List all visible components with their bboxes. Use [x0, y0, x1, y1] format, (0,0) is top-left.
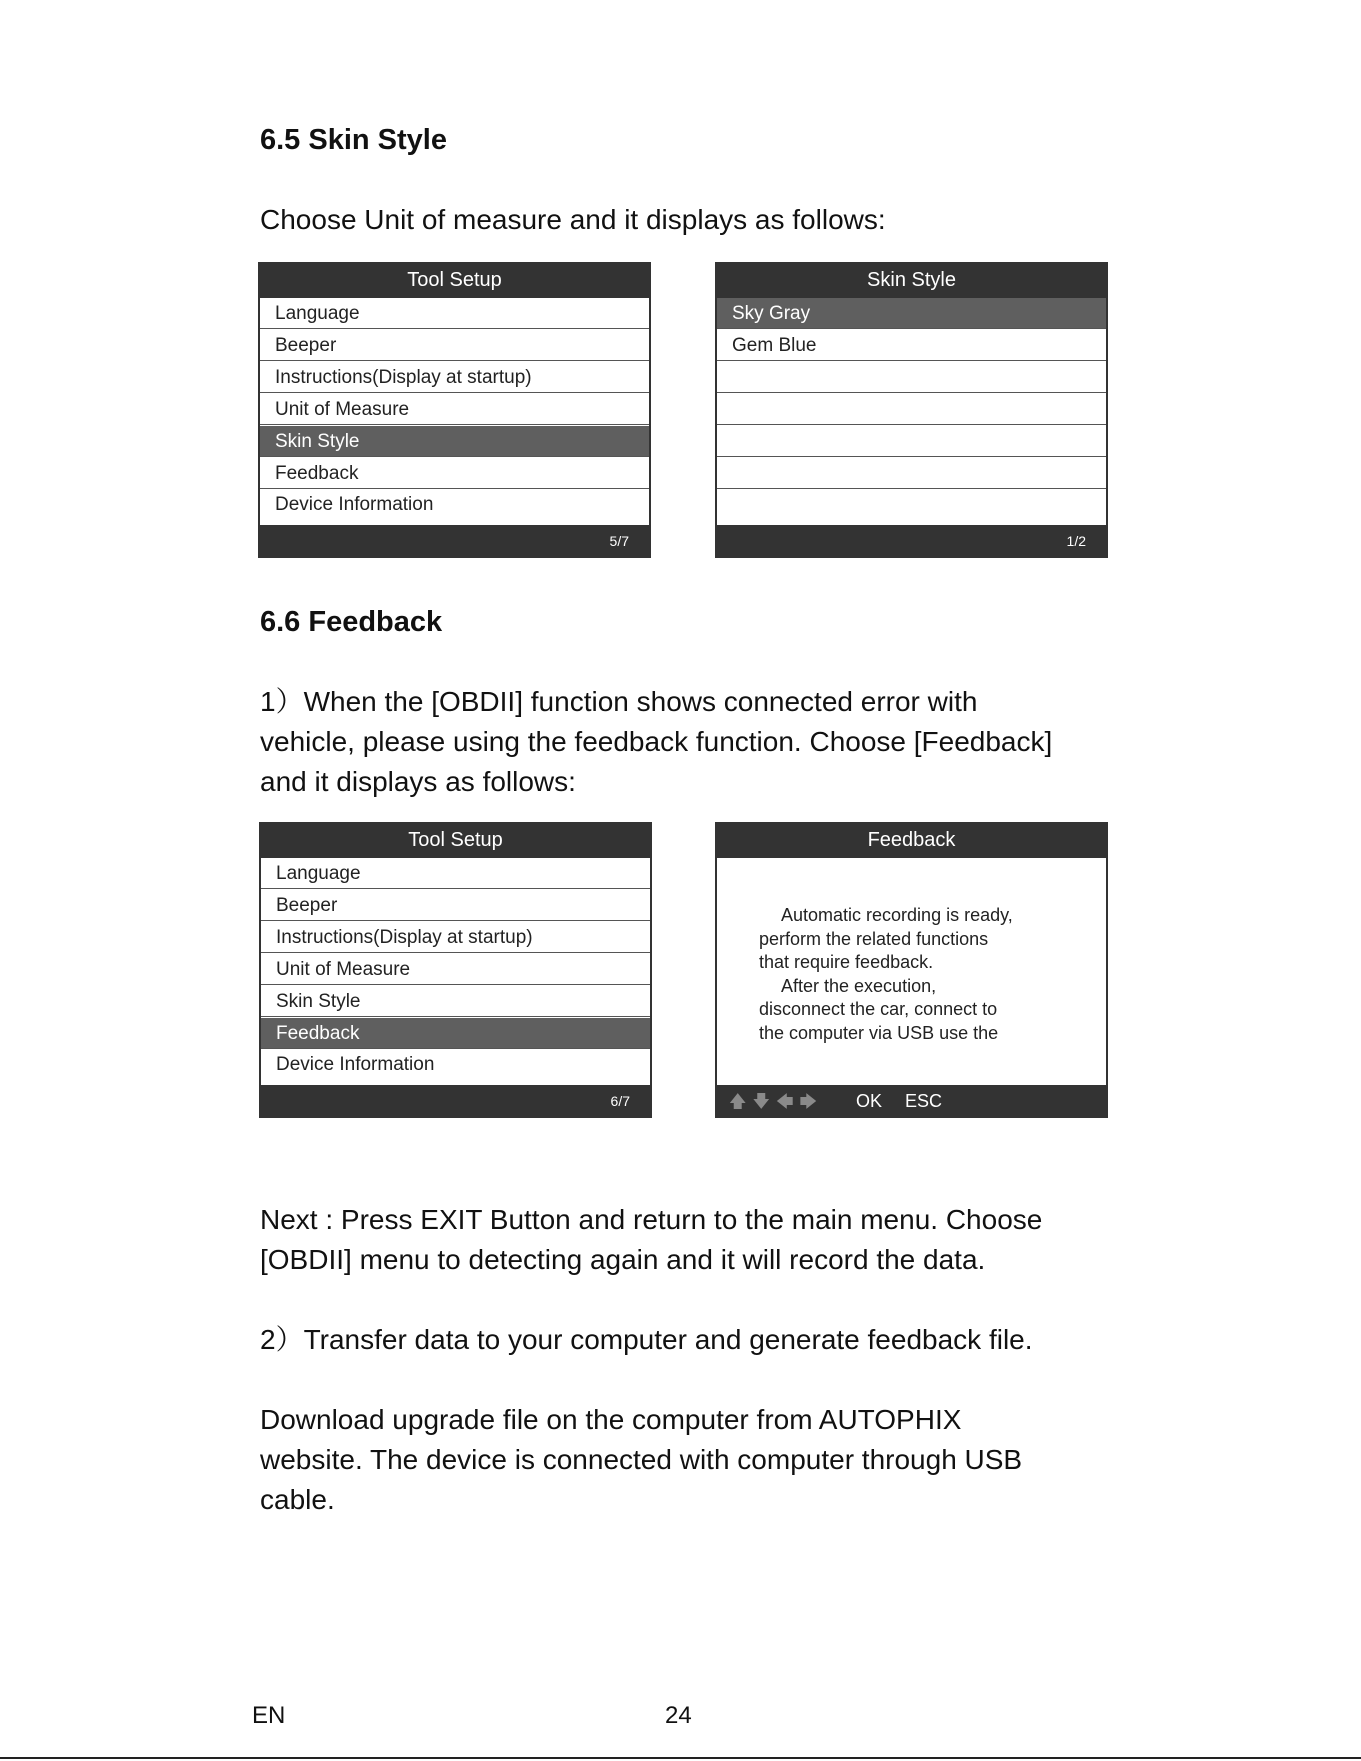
arrow-left-icon[interactable]: 🡄 [775, 1092, 794, 1111]
feedback-message-line: perform the related functions [759, 928, 989, 949]
screen-right-border [1106, 298, 1108, 525]
screen-right-border [650, 858, 652, 1085]
menu-list [260, 298, 649, 525]
skin-style-screen [715, 262, 1108, 558]
menu-item-skin-style[interactable]: Skin Style [260, 426, 649, 457]
page-indicator: 6/7 [610, 1093, 630, 1109]
feedback-paragraph-line: 1）When the [OBDII] function shows connected error with [260, 686, 978, 717]
menu-item-beeper[interactable]: Beeper [260, 330, 649, 361]
feedback-message-line: the computer via USB use the [759, 1022, 999, 1043]
screen-bottom-bar [259, 1085, 652, 1118]
tool-setup-screen-1 [258, 262, 651, 558]
empty-row [717, 458, 1106, 489]
feedback-message-area [717, 858, 1106, 1085]
next-paragraph [260, 1200, 1120, 1280]
page-indicator: 1/2 [1066, 533, 1086, 549]
screen-title: Tool Setup [258, 262, 651, 298]
arrow-down-icon[interactable]: 🡇 [752, 1092, 770, 1111]
feedback-message-line: After the execution, [781, 975, 937, 996]
menu-item-language[interactable]: Language [260, 298, 649, 329]
menu-item-feedback[interactable]: Feedback [260, 458, 649, 489]
intro-paragraph: Choose Unit of measure and it displays as follows: [260, 204, 886, 235]
screen-bottom-bar [258, 525, 651, 558]
screen-bottom-bar [715, 1085, 1108, 1118]
skin-list [717, 298, 1106, 525]
footer-language: EN [252, 1702, 286, 1729]
menu-item-instructions[interactable]: Instructions(Display at startup) [261, 922, 650, 953]
skin-option-gem-blue[interactable]: Gem Blue [717, 330, 1106, 361]
screen-right-border [1106, 858, 1108, 1085]
empty-row [717, 362, 1106, 393]
screen-title: Skin Style [715, 262, 1108, 298]
screen-right-border [649, 298, 651, 525]
menu-item-feedback[interactable]: Feedback [261, 1018, 650, 1049]
menu-list [261, 858, 650, 1085]
screen-title: Feedback [715, 822, 1108, 858]
arrow-right-icon[interactable]: 🡆 [799, 1092, 818, 1111]
download-paragraph-line: Download upgrade file on the computer from AUTOPHIX [260, 1404, 962, 1435]
section-heading-feedback: 6.6 Feedback [260, 606, 443, 638]
page-number: 24 [665, 1702, 692, 1729]
download-paragraph [260, 1400, 1120, 1520]
feedback-message [759, 904, 1079, 1045]
menu-item-skin-style[interactable]: Skin Style [261, 986, 650, 1017]
next-paragraph-line: Next : Press EXIT Button and return to the main menu. Choose [260, 1204, 1043, 1235]
download-paragraph-line: website. The device is connected with computer through USB [260, 1444, 1023, 1475]
feedback-paragraph-line: and it displays as follows: [260, 766, 576, 797]
menu-item-device-information[interactable]: Device Information [261, 1049, 650, 1080]
menu-item-unit-of-measure[interactable]: Unit of Measure [260, 394, 649, 425]
menu-item-instructions[interactable]: Instructions(Display at startup) [260, 362, 649, 393]
ok-button[interactable]: OK [856, 1091, 883, 1111]
empty-row [717, 394, 1106, 425]
screen-title: Tool Setup [259, 822, 652, 858]
feedback-screen [715, 822, 1108, 1118]
step-2-paragraph: 2）Transfer data to your computer and generate feedback file. [260, 1324, 1033, 1355]
feedback-message-line: Automatic recording is ready, [781, 905, 1013, 925]
bottom-rule [0, 1757, 1361, 1759]
feedback-paragraph-line: vehicle, please using the feedback function. Choose [Feedback] [260, 726, 1053, 757]
menu-item-device-information[interactable]: Device Information [260, 489, 649, 520]
empty-row [717, 426, 1106, 457]
menu-item-beeper[interactable]: Beeper [261, 890, 650, 921]
arrow-up-icon[interactable]: 🡅 [729, 1092, 747, 1111]
download-paragraph-line: cable. [260, 1484, 335, 1515]
nav-icons [729, 1085, 817, 1118]
esc-button[interactable]: ESC [905, 1091, 943, 1111]
section-heading-skin-style: 6.5 Skin Style [260, 124, 447, 156]
skin-option-sky-gray[interactable]: Sky Gray [717, 298, 1106, 329]
empty-row [717, 489, 1106, 520]
next-paragraph-line: [OBDII] menu to detecting again and it will record the data. [260, 1244, 986, 1275]
menu-item-unit-of-measure[interactable]: Unit of Measure [261, 954, 650, 985]
feedback-message-line: disconnect the car, connect to [759, 999, 998, 1019]
screen-bottom-bar [715, 525, 1108, 558]
feedback-message-line: that require feedback. [759, 952, 934, 972]
menu-item-language[interactable]: Language [261, 858, 650, 889]
tool-setup-screen-2 [259, 822, 652, 1118]
page-indicator: 5/7 [609, 533, 629, 549]
feedback-paragraph [260, 682, 1120, 802]
